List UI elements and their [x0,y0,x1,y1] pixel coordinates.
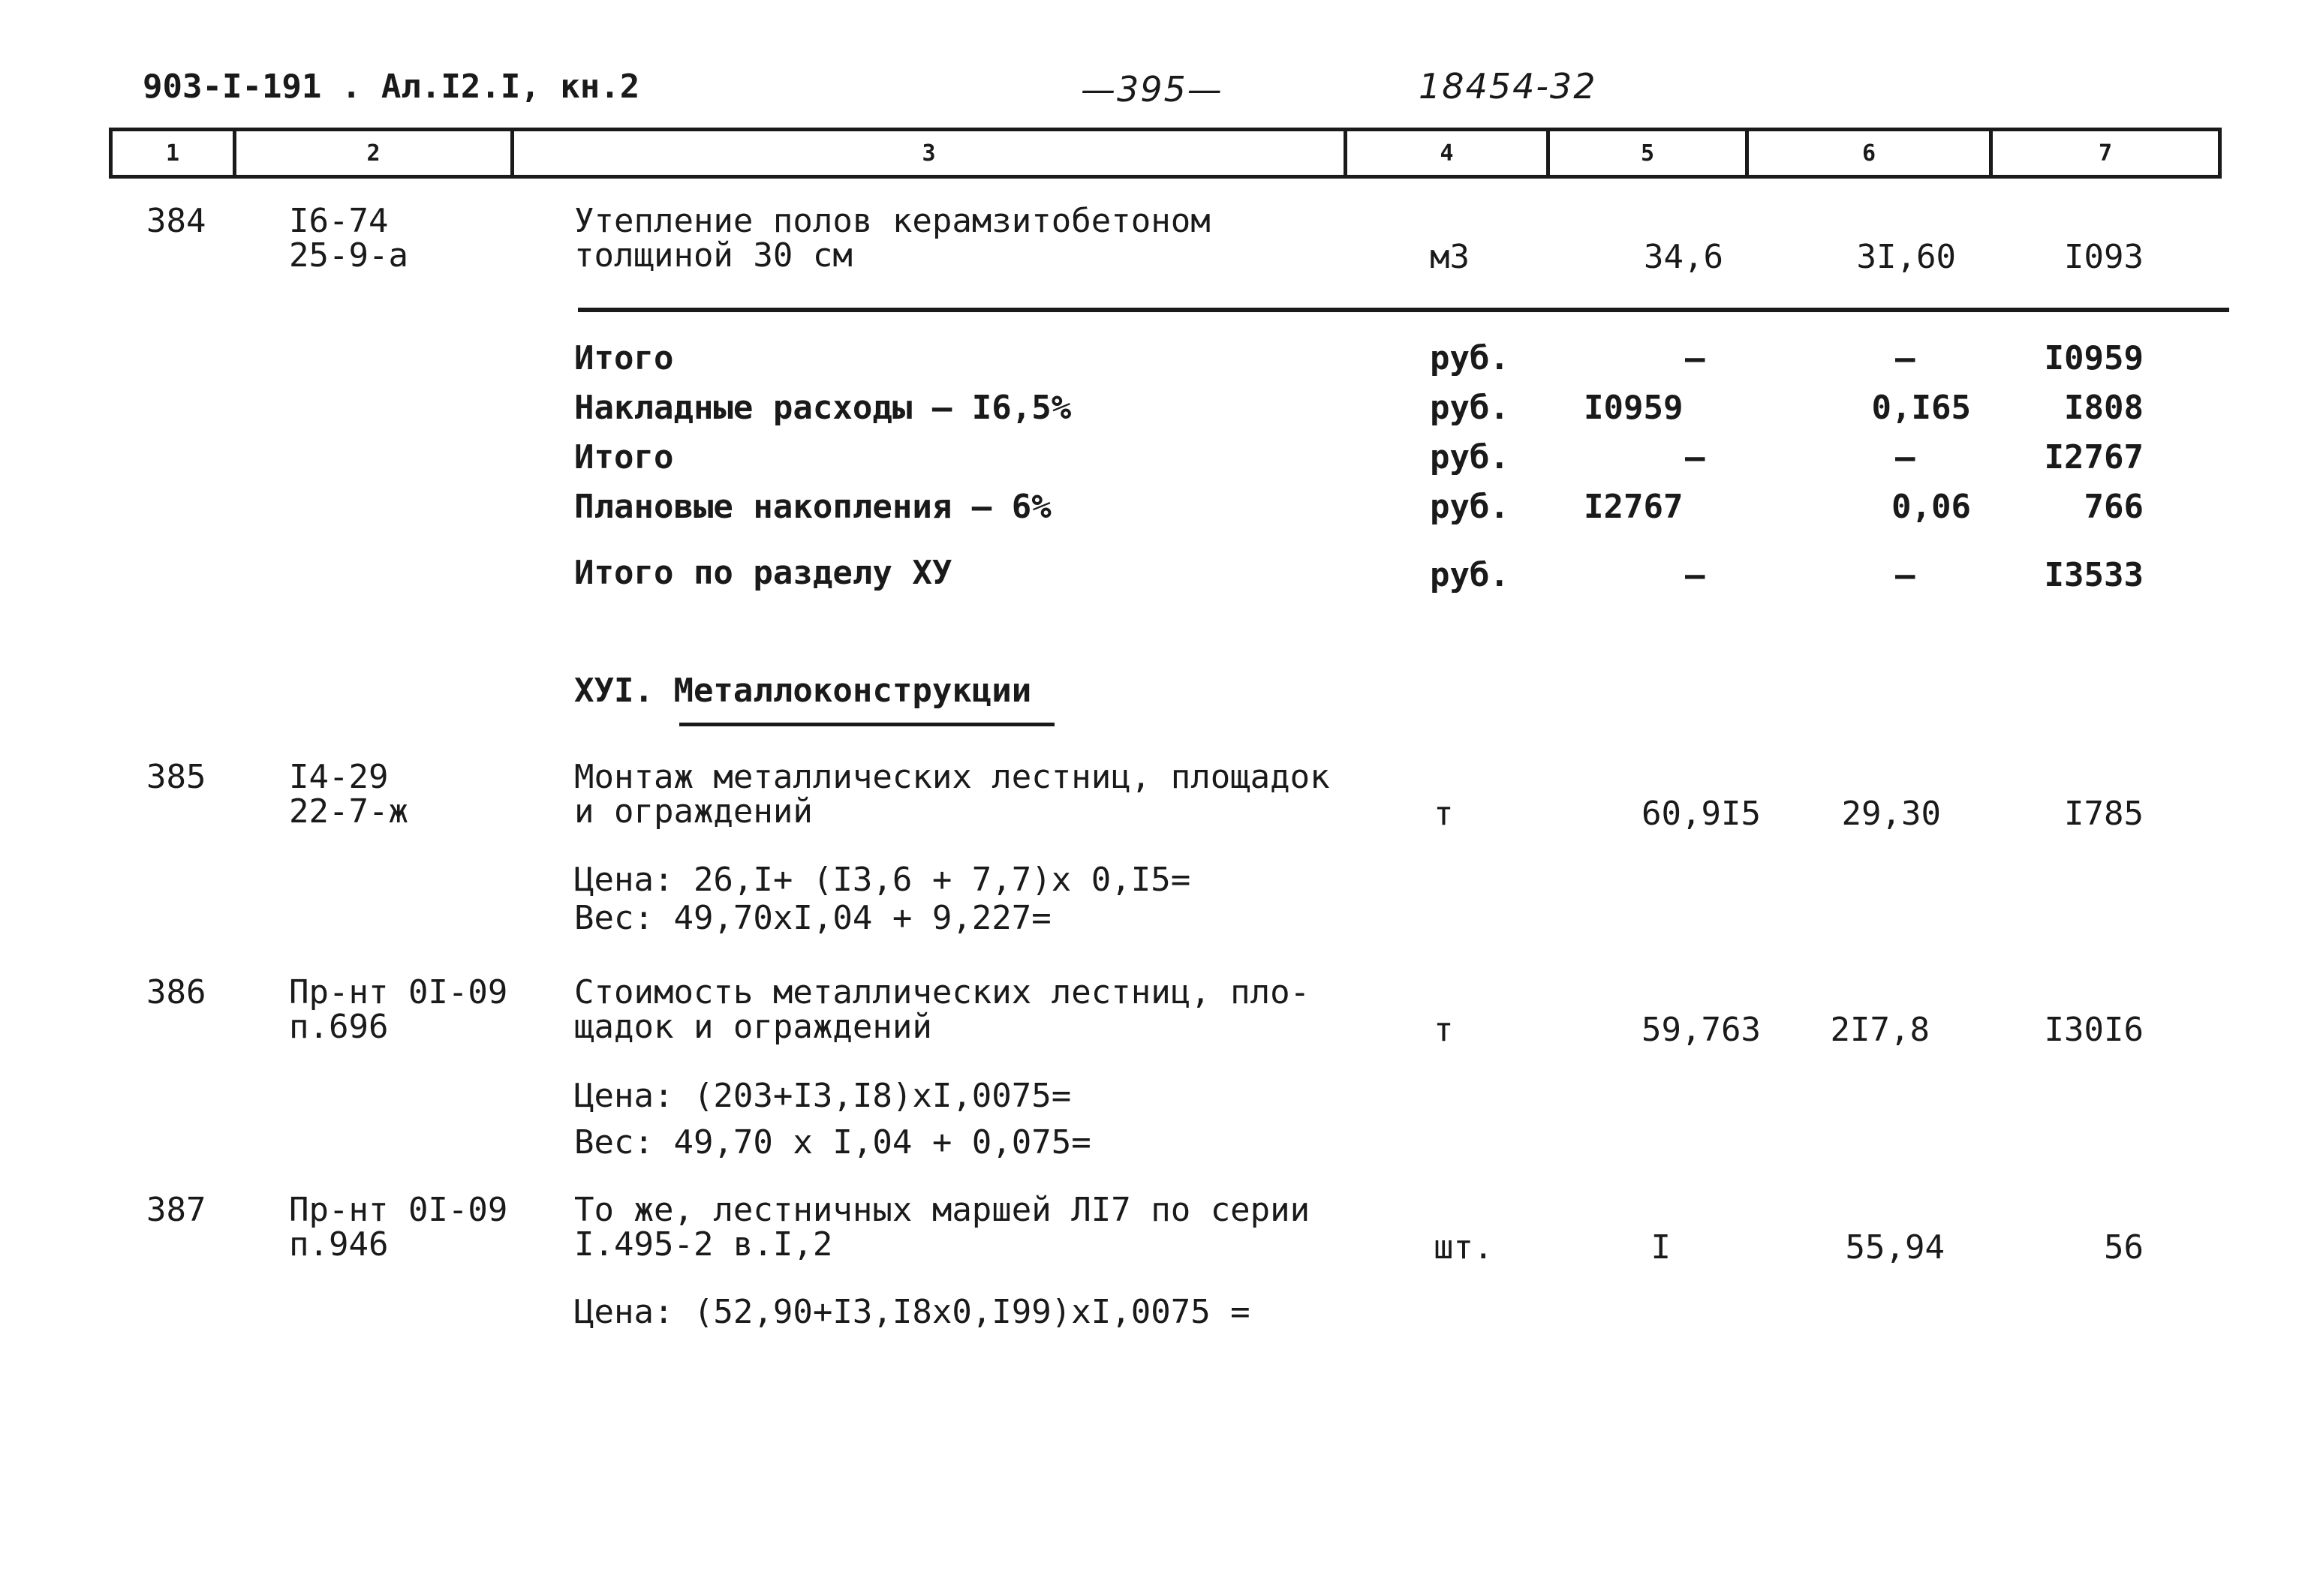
item-total: 56 [2104,1228,2144,1267]
summary-total: I2767 [2044,438,2144,476]
summary-total: I3533 [2044,556,2144,594]
column-header-4: 4 [1347,128,1550,179]
summary-rate: 0,I65 [1871,389,1971,427]
stamp-number: 18454-32 [1419,66,1597,107]
summary-label: Итого [574,339,674,377]
item-total: I093 [2064,238,2144,276]
item-quantity: 59,763 [1641,1011,1761,1049]
norm-code: 22-7-ж [289,792,408,831]
item-price: 29,30 [1841,795,1941,833]
norm-code: Пр-нт 0I-09 [289,973,508,1011]
item-unit: шт. [1434,1228,1494,1267]
item-total: I785 [2064,795,2144,833]
summary-rate: – [1895,438,1915,476]
summary-total: I808 [2064,389,2144,427]
item-description: Утепление полов керамзитобетоном [574,202,1211,240]
summary-label: Итого по разделу ХУ [574,554,952,592]
item-number: 386 [146,973,206,1011]
summary-rate: 0,06 [1891,488,1971,526]
column-header-1: 1 [113,128,236,179]
item-description: То же, лестничных маршей ЛI7 по серии [574,1191,1310,1229]
item-price: 3I,60 [1856,238,1956,276]
summary-total: 766 [2084,488,2144,526]
column-header-6: 6 [1749,128,1993,179]
norm-code: I4-29 [289,758,389,796]
item-description: Монтаж металлических лестниц, площадок [574,758,1330,796]
norm-code: Пр-нт 0I-09 [289,1191,508,1229]
column-header-5: 5 [1550,128,1749,179]
item-quantity: 60,9I5 [1641,795,1761,833]
page-number: —395— [1081,69,1223,110]
summary-unit: руб. [1430,438,1509,476]
price-note: Цена: (52,90+I3,I8x0,I99)xI,0075 = [574,1293,1250,1331]
price-note: Цена: 26,I+ (I3,6 + 7,7)x 0,I5= [574,861,1191,899]
summary-label: Итого [574,438,674,476]
summary-qty: – [1685,339,1705,377]
summary-total: I0959 [2044,339,2144,377]
weight-note: Вес: 49,70 x I,04 + 0,075= [574,1123,1091,1162]
document-code: 903-I-191 . Ал.I2.I, кн.2 [143,68,640,106]
item-number: 385 [146,758,206,796]
item-description: Стоимость металлических лестниц, пло- [574,973,1310,1011]
item-number: 387 [146,1191,206,1229]
item-price: 2I7,8 [1830,1011,1930,1049]
section-title-underline [679,723,1055,726]
item-description: и ограждений [574,792,813,831]
item-description: толщиной 30 см [574,236,853,275]
column-header-7: 7 [2098,140,2113,167]
item-unit: м3 [1430,238,1470,276]
summary-unit: руб. [1430,556,1509,594]
item-quantity: 34,6 [1644,238,1723,276]
summary-rate: – [1895,556,1915,594]
item-description: I.495-2 в.I,2 [574,1225,833,1264]
summary-label: Плановые накопления – 6% [574,488,1052,526]
item-description: щадок и ограждений [574,1008,932,1046]
summary-qty: – [1685,556,1705,594]
item-total: I30I6 [2044,1011,2144,1049]
norm-code: 25-9-а [289,236,408,275]
item-unit: т [1434,1011,1454,1049]
summary-unit: руб. [1430,389,1509,427]
norm-code: п.946 [289,1225,389,1264]
summary-qty: – [1685,438,1705,476]
norm-code: п.696 [289,1008,389,1046]
summary-unit: руб. [1430,339,1509,377]
weight-note: Вес: 49,70xI,04 + 9,227= [574,899,1052,937]
norm-code: I6-74 [289,202,389,240]
section-title: ХУI. Металлоконструкции [574,672,1032,710]
price-note: Цена: (203+I3,I8)xI,0075= [574,1077,1072,1115]
divider-line [578,308,2229,312]
item-number: 384 [146,202,206,240]
summary-label: Накладные расходы – I6,5% [574,389,1072,427]
summary-qty: I0959 [1584,389,1684,427]
item-unit: т [1434,795,1454,833]
summary-qty: I2767 [1584,488,1684,526]
summary-rate: – [1895,339,1915,377]
column-header-2: 2 [236,128,514,179]
column-header-3: 3 [514,128,1347,179]
item-price: 55,94 [1845,1228,1945,1267]
item-quantity: I [1651,1228,1671,1267]
summary-unit: руб. [1430,488,1509,526]
